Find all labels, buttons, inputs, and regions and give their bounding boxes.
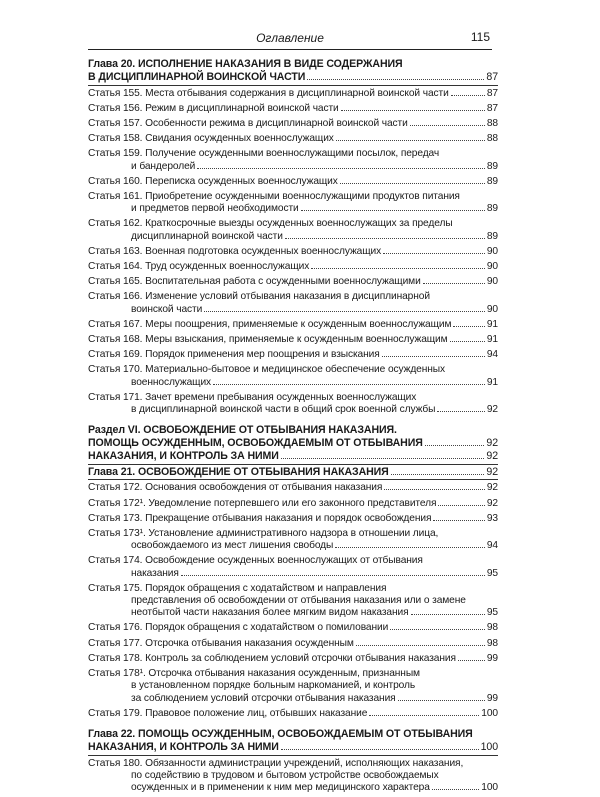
heading-underline [88, 755, 498, 756]
toc-entry-text: Статья 167. Меры поощрения, применяемые к осужденным военнослужащим [88, 318, 452, 330]
toc-entry-text: Статья 162. Краткосрочные выезды осужденных военнослужащих за пределы [88, 218, 453, 230]
toc-entry-text: Статья 174. Освобождение осужденных военнослужащих от отбывания [88, 555, 423, 567]
toc-page-number: 90 [486, 303, 498, 315]
dot-leader [335, 547, 485, 548]
toc-page-number: 92 [486, 437, 498, 450]
toc-line [88, 276, 498, 288]
toc-line [88, 404, 498, 416]
toc-article-entry [88, 708, 498, 720]
toc-page-number: 100 [481, 781, 498, 793]
toc-line [88, 246, 498, 258]
toc-page-number: 92 [486, 449, 498, 462]
toc-line [88, 291, 498, 303]
dot-leader [390, 629, 485, 630]
toc-line [88, 607, 498, 619]
dot-leader [311, 268, 485, 269]
toc-page-number: 95 [486, 607, 498, 619]
toc-article-entry [88, 622, 498, 634]
toc-entry-text: воинской части [131, 303, 203, 315]
toc-entry-text: Статья 172. Основания освобождения от отбывания наказания [88, 482, 383, 494]
toc-article-entry [88, 668, 498, 705]
toc-line [88, 540, 498, 552]
toc-article-entry [88, 246, 498, 258]
toc-article-entry [88, 103, 498, 115]
toc-line [88, 148, 498, 160]
toc-article-entry [88, 334, 498, 346]
table-of-contents [88, 56, 498, 797]
dot-leader [340, 183, 485, 184]
toc-line [88, 513, 498, 525]
toc-entry-text: Статья 169. Порядок применения мер поощрения и взыскания [88, 349, 380, 361]
toc-page-number: 89 [486, 203, 498, 215]
toc-line [88, 528, 498, 540]
toc-line [88, 741, 498, 754]
toc-page-number: 92 [486, 465, 498, 478]
toc-entry-text: Статья 179. Правовое положение лиц, отбывших наказание [88, 707, 368, 719]
toc-article-entry [88, 349, 498, 361]
dot-leader [383, 253, 485, 254]
toc-line [88, 377, 498, 389]
dot-leader [410, 125, 485, 126]
toc-line [88, 334, 498, 346]
toc-entry-text: Статья 171. Зачет времени пребывания осужденных военнослужащих [88, 391, 417, 403]
toc-article-entry [88, 364, 498, 388]
page-number: 115 [470, 30, 490, 44]
dot-leader [437, 411, 485, 412]
toc-entry-text: за соблюдением условий отсрочки отбывания наказания [131, 692, 396, 704]
toc-page-number: 91 [486, 334, 498, 346]
dot-leader [301, 210, 485, 211]
toc-article-entry [88, 319, 498, 331]
dot-leader [433, 520, 484, 521]
toc-article-entry [88, 482, 498, 494]
dot-leader [432, 789, 480, 790]
toc-page-number: 89 [486, 230, 498, 242]
dot-leader [453, 326, 484, 327]
toc-page-number: 98 [486, 622, 498, 634]
toc-page-number: 99 [486, 652, 498, 664]
toc-entry-text: Глава 22. ПОМОЩЬ ОСУЖДЕННЫМ, ОСВОБОЖДАЕМЫМ ОТ ОТБЫВАНИЯ [88, 727, 473, 740]
toc-entry-text: Статья 164. Труд осужденных военнослужащих [88, 261, 310, 273]
toc-line [88, 161, 498, 173]
running-header [88, 29, 492, 50]
toc-line [88, 133, 498, 145]
toc-entry-text: Статья 165. Воспитательная работа с осужденными военнослужащими [88, 276, 421, 288]
toc-page-number: 99 [486, 692, 498, 704]
dot-leader [197, 168, 485, 169]
toc-entry-text: Статья 178. Контроль за соблюдением условий отсрочки отбывания наказания [88, 652, 456, 664]
toc-line [88, 203, 498, 215]
toc-article-entry [88, 218, 498, 242]
toc-line [88, 349, 498, 361]
toc-page-number: 92 [486, 497, 498, 509]
toc-line [88, 555, 498, 567]
toc-article-entry [88, 276, 498, 288]
toc-entry-text: Статья 155. Места отбывания содержания в дисциплинарной воинской части [88, 87, 449, 99]
toc-page-number: 91 [486, 318, 498, 330]
toc-article-entry [88, 291, 498, 315]
toc-entry-text: Статья 178¹. Отсрочка отбывания наказания осужденным, признанным [88, 668, 420, 680]
toc-entry-text: в дисциплинарной воинской части в общий срок военной службы [131, 404, 436, 416]
toc-line [88, 653, 498, 665]
toc-page-number: 98 [486, 637, 498, 649]
toc-line [88, 622, 498, 634]
toc-article-entry [88, 176, 498, 188]
dot-leader [450, 341, 485, 342]
toc-line [88, 191, 498, 203]
toc-page-number: 88 [486, 133, 498, 145]
toc-article-entry [88, 638, 498, 650]
toc-entry-text: дисциплинарной воинской части [131, 230, 283, 242]
toc-article-entry [88, 261, 498, 273]
toc-line [88, 319, 498, 331]
toc-line [88, 176, 498, 188]
toc-line [88, 466, 498, 479]
dot-leader [425, 445, 485, 446]
toc-article-entry [88, 133, 498, 145]
dot-leader [356, 645, 485, 646]
dot-leader [285, 238, 485, 239]
dot-leader [181, 575, 485, 576]
toc-line [88, 364, 498, 376]
dot-leader [369, 715, 479, 716]
running-header-title: Оглавление [256, 31, 324, 45]
dot-leader [307, 79, 484, 80]
toc-page-number: 92 [486, 404, 498, 416]
toc-page-number: 92 [486, 482, 498, 494]
toc-entry-text: Глава 20. ИСПОЛНЕНИЕ НАКАЗАНИЯ В ВИДЕ СОДЕРЖАНИЯ [88, 58, 403, 70]
toc-article-entry [88, 88, 498, 100]
toc-line [88, 88, 498, 100]
toc-article-entry [88, 583, 498, 620]
toc-entry-text: Статья 159. Получение осужденными военнослужащими посылок, передач [88, 148, 440, 160]
toc-line [88, 568, 498, 580]
toc-entry-text: Статья 160. Переписка осужденных военнослужащих [88, 175, 338, 187]
toc-page-number: 93 [486, 512, 498, 524]
toc-article-entry [88, 758, 498, 795]
toc-entry-text: Статья 166. Изменение условий отбывания наказания в дисциплинарной [88, 291, 430, 303]
toc-page-number: 89 [486, 175, 498, 187]
toc-line [88, 58, 498, 71]
toc-line [88, 693, 498, 705]
toc-entry-text: В ДИСЦИПЛИНАРНОЙ ВОИНСКОЙ ЧАСТИ [88, 70, 306, 83]
toc-page-number: 88 [486, 118, 498, 129]
toc-section-heading [88, 424, 498, 462]
toc-entry-text: Статья 172¹. Уведомление потерпевшего или его законного представителя [88, 497, 437, 509]
toc-entry-text: наказания [131, 567, 179, 579]
toc-line [88, 638, 498, 650]
toc-article-entry [88, 555, 498, 579]
toc-entry-text: НАКАЗАНИЯ, И КОНТРОЛЬ ЗА НИМИ [88, 449, 279, 462]
toc-line [88, 728, 498, 741]
dot-leader [438, 505, 484, 506]
toc-page-number: 95 [486, 567, 498, 579]
toc-line [88, 482, 498, 494]
toc-page-number: 90 [486, 245, 498, 257]
toc-entry-text: ПОМОЩЬ ОСУЖДЕННЫМ, ОСВОБОЖДАЕМЫМ ОТ ОТБЫВАНИЯ [88, 437, 423, 450]
heading-underline [88, 479, 498, 480]
toc-entry-text: Статья 163. Военная подготовка осужденных военнослужащих [88, 245, 382, 257]
toc-article-entry [88, 118, 498, 130]
toc-line [88, 231, 498, 243]
toc-page-number: 90 [486, 276, 498, 288]
toc-entry-text: Статья 175. Порядок обращения с ходатайством и направления [88, 582, 387, 594]
dot-leader [384, 489, 485, 490]
toc-line [88, 304, 498, 316]
toc-entry-text: и бандеролей [131, 160, 196, 172]
toc-page-number: 90 [486, 261, 498, 273]
toc-entry-text: НАКАЗАНИЯ, И КОНТРОЛЬ ЗА НИМИ [88, 740, 279, 753]
dot-leader [213, 384, 485, 385]
toc-entry-text: военнослужащих [131, 376, 212, 388]
toc-chapter-heading [88, 466, 498, 479]
toc-page-number: 87 [486, 102, 498, 114]
toc-article-entry [88, 191, 498, 215]
toc-line [88, 498, 498, 510]
toc-entry-text: Статья 173. Прекращение отбывания наказания и порядок освобождения [88, 512, 432, 524]
toc-article-entry [88, 513, 498, 525]
toc-line [88, 71, 498, 84]
dot-leader [451, 95, 485, 96]
toc-entry-text: осужденных и в применении к ним мер медицинского характера [131, 781, 430, 793]
toc-line [88, 450, 498, 463]
toc-page-number: 94 [486, 349, 498, 361]
toc-line [88, 708, 498, 720]
toc-page-number: 100 [480, 740, 498, 753]
toc-entry-text: в установленном порядке больным наркоманией, и контроль [131, 680, 416, 692]
heading-underline [88, 85, 498, 86]
toc-entry-text: Статья 180. Обязанности администрации учреждений, исполняющих наказания, [88, 757, 464, 769]
toc-line [88, 782, 498, 794]
toc-line [88, 392, 498, 404]
toc-entry-text: Глава 21. ОСВОБОЖДЕНИЕ ОТ ОТБЫВАНИЯ НАКАЗАНИЯ [88, 465, 389, 478]
toc-line [88, 218, 498, 230]
toc-page-number: 87 [486, 70, 498, 83]
dot-leader [336, 140, 485, 141]
toc-line [88, 103, 498, 115]
dot-leader [411, 614, 485, 615]
toc-article-entry [88, 392, 498, 416]
toc-entry-text: Статья 156. Режим в дисциплинарной воинской части [88, 102, 339, 114]
toc-entry-text: неотбытой части наказания более мягким видом наказания [131, 607, 409, 619]
toc-entry-text: Статья 176. Порядок обращения с ходатайством о помиловании [88, 622, 389, 634]
toc-line [88, 583, 498, 595]
dot-leader [391, 474, 485, 475]
toc-entry-text: Статья 173¹. Установление административного надзора в отношении лица, [88, 528, 439, 540]
toc-entry-text: освобождаемого из мест лишения свободы [131, 540, 334, 552]
toc-page-number: 87 [486, 87, 498, 99]
toc-entry-text: по содействию в трудовом и бытовом устройстве освобождаемых [131, 769, 439, 781]
toc-entry-text: Раздел VI. ОСВОБОЖДЕНИЕ ОТ ОТБЫВАНИЯ НАКАЗАНИЯ. [88, 424, 397, 437]
toc-entry-text: Статья 161. Приобретение осужденными военнослужащими продуктов питания [88, 191, 460, 203]
toc-entry-text: Статья 157. Особенности режима в дисциплинарной воинской части [88, 118, 408, 129]
toc-entry-text: представления об освобождении от отбывания наказания или о замене [131, 595, 466, 607]
toc-entry-text: Статья 170. Материально-бытовое и медицинское обеспечение осужденных [88, 364, 445, 376]
dot-leader [423, 283, 485, 284]
toc-entry-text: Статья 177. Отсрочка отбывания наказания осужденным [88, 637, 354, 649]
toc-article-entry [88, 498, 498, 510]
toc-entry-text: Статья 168. Меры взыскания, применяемые к осужденным военнослужащим [88, 334, 448, 346]
toc-article-entry [88, 653, 498, 665]
toc-line [88, 261, 498, 273]
heading-underline [88, 464, 498, 465]
toc-line [88, 680, 498, 692]
toc-entry-text: Статья 158. Свидания осужденных военнослужащих [88, 133, 334, 145]
toc-line [88, 118, 498, 130]
dot-leader [204, 311, 485, 312]
toc-article-entry [88, 528, 498, 552]
toc-chapter-heading [88, 58, 498, 84]
dot-leader [382, 356, 485, 357]
toc-page-number: 100 [481, 707, 498, 719]
toc-article-entry [88, 148, 498, 172]
toc-page-number: 89 [486, 160, 498, 172]
toc-page-number: 94 [486, 540, 498, 552]
toc-line [88, 758, 498, 770]
toc-line [88, 770, 498, 782]
toc-page-number: 91 [486, 376, 498, 388]
toc-line [88, 668, 498, 680]
dot-leader [398, 700, 485, 701]
toc-line [88, 424, 498, 437]
dot-leader [281, 458, 485, 459]
toc-line [88, 437, 498, 450]
dot-leader [458, 660, 485, 661]
toc-line [88, 595, 498, 607]
dot-leader [341, 110, 485, 111]
toc-entry-text: и предметов первой необходимости [131, 203, 299, 215]
